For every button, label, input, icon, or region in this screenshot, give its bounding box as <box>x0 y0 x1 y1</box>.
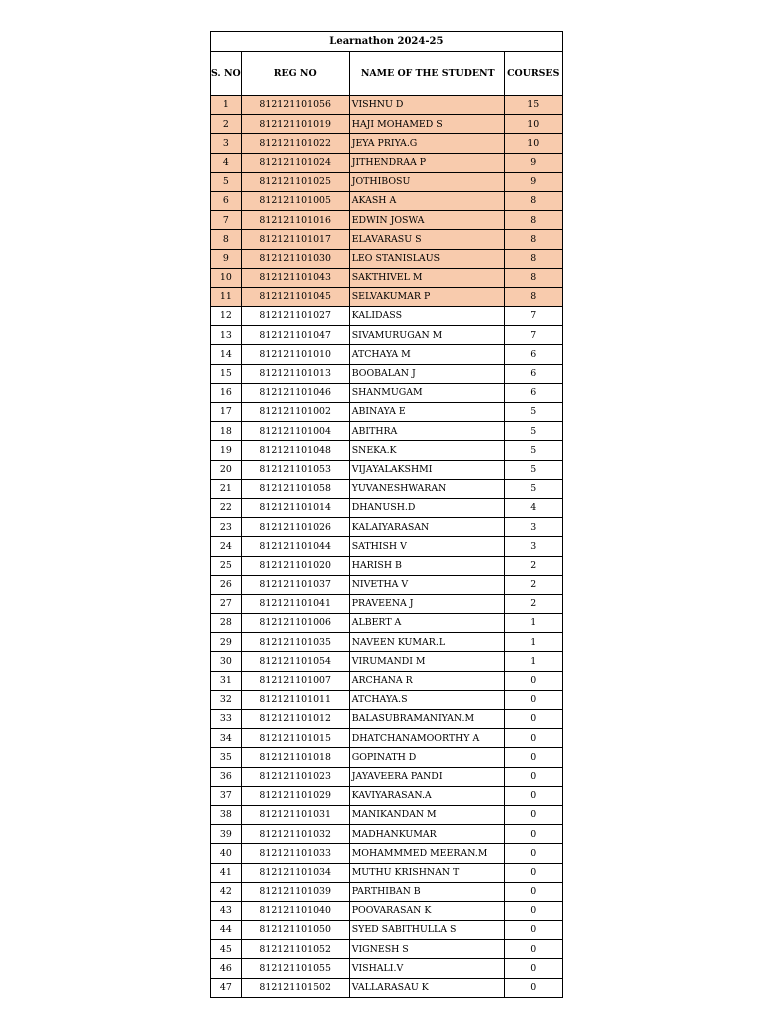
table-row <box>211 326 563 345</box>
table-row <box>211 940 563 959</box>
cell-sno: 3 <box>211 134 242 153</box>
cell-courses: 0 <box>504 844 562 863</box>
cell-reg-no: 812121101017 <box>241 230 349 249</box>
cell-reg-no: 812121101043 <box>241 268 349 287</box>
table-row <box>211 479 563 498</box>
cell-reg-no: 812121101048 <box>241 441 349 460</box>
cell-reg-no: 812121101015 <box>241 729 349 748</box>
cell-courses: 8 <box>504 191 562 210</box>
table-row <box>211 403 563 422</box>
cell-student-name: POOVARASAN K <box>349 901 504 920</box>
table-row <box>211 460 563 479</box>
cell-sno: 45 <box>211 940 242 959</box>
cell-student-name: ABINAYA E <box>349 403 504 422</box>
table-row <box>211 690 563 709</box>
cell-courses: 5 <box>504 422 562 441</box>
header-reg-no: REG NO <box>241 52 349 96</box>
cell-reg-no: 812121101023 <box>241 767 349 786</box>
cell-sno: 2 <box>211 115 242 134</box>
cell-sno: 35 <box>211 748 242 767</box>
table-row <box>211 614 563 633</box>
table-row <box>211 594 563 613</box>
table-row <box>211 748 563 767</box>
table-row <box>211 882 563 901</box>
cell-sno: 12 <box>211 307 242 326</box>
table-title: Learnathon 2024-25 <box>211 32 563 52</box>
table-row <box>211 537 563 556</box>
cell-reg-no: 812121101035 <box>241 633 349 652</box>
cell-courses: 7 <box>504 326 562 345</box>
table-row <box>211 172 563 191</box>
cell-student-name: SYED SABITHULLA S <box>349 921 504 940</box>
table-row <box>211 383 563 402</box>
cell-student-name: JEYA PRIYA.G <box>349 134 504 153</box>
cell-reg-no: 812121101010 <box>241 345 349 364</box>
cell-reg-no: 812121101502 <box>241 978 349 997</box>
table-row <box>211 825 563 844</box>
cell-student-name: PRAVEENA J <box>349 594 504 613</box>
cell-courses: 2 <box>504 594 562 613</box>
cell-sno: 32 <box>211 690 242 709</box>
cell-sno: 7 <box>211 211 242 230</box>
table-row <box>211 767 563 786</box>
table-row <box>211 307 563 326</box>
cell-student-name: HARISH B <box>349 556 504 575</box>
cell-reg-no: 812121101053 <box>241 460 349 479</box>
cell-student-name: DHANUSH.D <box>349 498 504 517</box>
cell-sno: 24 <box>211 537 242 556</box>
cell-student-name: VIJAYALAKSHMI <box>349 460 504 479</box>
cell-courses: 8 <box>504 287 562 306</box>
table-row <box>211 959 563 978</box>
cell-courses: 0 <box>504 729 562 748</box>
cell-sno: 15 <box>211 364 242 383</box>
cell-reg-no: 812121101033 <box>241 844 349 863</box>
cell-sno: 40 <box>211 844 242 863</box>
cell-courses: 3 <box>504 537 562 556</box>
table-row <box>211 498 563 517</box>
table-row <box>211 153 563 172</box>
cell-sno: 43 <box>211 901 242 920</box>
cell-courses: 0 <box>504 863 562 882</box>
cell-student-name: VIRUMANDI M <box>349 652 504 671</box>
cell-courses: 8 <box>504 249 562 268</box>
cell-student-name: MUTHU KRISHNAN T <box>349 863 504 882</box>
cell-sno: 31 <box>211 671 242 690</box>
cell-reg-no: 812121101027 <box>241 307 349 326</box>
table-row <box>211 441 563 460</box>
cell-reg-no: 812121101026 <box>241 518 349 537</box>
cell-courses: 4 <box>504 498 562 517</box>
learnathon-table <box>210 31 563 998</box>
cell-courses: 0 <box>504 710 562 729</box>
cell-courses: 9 <box>504 172 562 191</box>
cell-student-name: AKASH A <box>349 191 504 210</box>
cell-student-name: NIVETHA V <box>349 575 504 594</box>
cell-sno: 47 <box>211 978 242 997</box>
cell-reg-no: 812121101045 <box>241 287 349 306</box>
cell-courses: 2 <box>504 575 562 594</box>
cell-courses: 9 <box>504 153 562 172</box>
cell-sno: 33 <box>211 710 242 729</box>
cell-student-name: SIVAMURUGAN M <box>349 326 504 345</box>
table-row <box>211 287 563 306</box>
cell-reg-no: 812121101047 <box>241 326 349 345</box>
cell-reg-no: 812121101022 <box>241 134 349 153</box>
cell-courses: 0 <box>504 959 562 978</box>
header-sno: S. NO <box>211 52 242 96</box>
cell-sno: 42 <box>211 882 242 901</box>
cell-courses: 8 <box>504 268 562 287</box>
cell-student-name: VISHALI.V <box>349 959 504 978</box>
cell-reg-no: 812121101025 <box>241 172 349 191</box>
cell-sno: 41 <box>211 863 242 882</box>
cell-student-name: DHATCHANAMOORTHY A <box>349 729 504 748</box>
table-row <box>211 364 563 383</box>
table-row <box>211 921 563 940</box>
cell-reg-no: 812121101024 <box>241 153 349 172</box>
title-row <box>211 32 563 52</box>
cell-reg-no: 812121101013 <box>241 364 349 383</box>
cell-reg-no: 812121101019 <box>241 115 349 134</box>
table-row <box>211 249 563 268</box>
cell-student-name: ATCHAYA.S <box>349 690 504 709</box>
cell-courses: 5 <box>504 441 562 460</box>
cell-reg-no: 812121101029 <box>241 786 349 805</box>
cell-courses: 1 <box>504 633 562 652</box>
cell-student-name: SHANMUGAM <box>349 383 504 402</box>
cell-courses: 10 <box>504 115 562 134</box>
cell-reg-no: 812121101030 <box>241 249 349 268</box>
cell-courses: 6 <box>504 345 562 364</box>
cell-sno: 4 <box>211 153 242 172</box>
table-row <box>211 710 563 729</box>
cell-student-name: YUVANESHWARAN <box>349 479 504 498</box>
table-row <box>211 863 563 882</box>
header-courses: COURSES <box>504 52 562 96</box>
cell-courses: 5 <box>504 479 562 498</box>
cell-courses: 7 <box>504 307 562 326</box>
table-row <box>211 518 563 537</box>
table-row <box>211 134 563 153</box>
cell-student-name: SATHISH V <box>349 537 504 556</box>
cell-courses: 0 <box>504 767 562 786</box>
cell-courses: 1 <box>504 614 562 633</box>
cell-student-name: VISHNU D <box>349 96 504 115</box>
cell-student-name: MOHAMMMED MEERAN.M <box>349 844 504 863</box>
cell-sno: 26 <box>211 575 242 594</box>
cell-student-name: SAKTHIVEL M <box>349 268 504 287</box>
cell-courses: 0 <box>504 786 562 805</box>
cell-reg-no: 812121101005 <box>241 191 349 210</box>
cell-reg-no: 812121101006 <box>241 614 349 633</box>
cell-reg-no: 812121101004 <box>241 422 349 441</box>
cell-courses: 0 <box>504 805 562 824</box>
header-row <box>211 52 563 96</box>
cell-student-name: NAVEEN KUMAR.L <box>349 633 504 652</box>
cell-sno: 30 <box>211 652 242 671</box>
cell-courses: 6 <box>504 364 562 383</box>
table-row <box>211 805 563 824</box>
cell-student-name: EDWIN JOSWA <box>349 211 504 230</box>
cell-student-name: VALLARASAU K <box>349 978 504 997</box>
cell-student-name: SNEKA.K <box>349 441 504 460</box>
cell-sno: 37 <box>211 786 242 805</box>
cell-courses: 0 <box>504 978 562 997</box>
cell-student-name: ABITHRA <box>349 422 504 441</box>
cell-student-name: JOTHIBOSU <box>349 172 504 191</box>
table-row <box>211 901 563 920</box>
cell-reg-no: 812121101012 <box>241 710 349 729</box>
cell-reg-no: 812121101056 <box>241 96 349 115</box>
cell-sno: 44 <box>211 921 242 940</box>
table-row <box>211 978 563 997</box>
cell-reg-no: 812121101044 <box>241 537 349 556</box>
cell-reg-no: 812121101054 <box>241 652 349 671</box>
cell-courses: 0 <box>504 825 562 844</box>
cell-student-name: MANIKANDAN M <box>349 805 504 824</box>
cell-sno: 38 <box>211 805 242 824</box>
cell-courses: 6 <box>504 383 562 402</box>
table-row <box>211 652 563 671</box>
cell-courses: 15 <box>504 96 562 115</box>
cell-student-name: VIGNESH S <box>349 940 504 959</box>
cell-courses: 10 <box>504 134 562 153</box>
cell-reg-no: 812121101040 <box>241 901 349 920</box>
table-row <box>211 191 563 210</box>
cell-reg-no: 812121101034 <box>241 863 349 882</box>
cell-sno: 28 <box>211 614 242 633</box>
cell-student-name: BALASUBRAMANIYAN.M <box>349 710 504 729</box>
cell-reg-no: 812121101039 <box>241 882 349 901</box>
cell-reg-no: 812121101052 <box>241 940 349 959</box>
cell-sno: 19 <box>211 441 242 460</box>
cell-courses: 5 <box>504 460 562 479</box>
table-row <box>211 422 563 441</box>
table-row <box>211 844 563 863</box>
cell-sno: 17 <box>211 403 242 422</box>
cell-sno: 29 <box>211 633 242 652</box>
cell-sno: 36 <box>211 767 242 786</box>
header-student-name: NAME OF THE STUDENT <box>349 52 504 96</box>
table-row <box>211 115 563 134</box>
cell-reg-no: 812121101016 <box>241 211 349 230</box>
cell-student-name: ATCHAYA M <box>349 345 504 364</box>
table-row <box>211 575 563 594</box>
table-row <box>211 230 563 249</box>
cell-reg-no: 812121101058 <box>241 479 349 498</box>
cell-courses: 0 <box>504 921 562 940</box>
cell-reg-no: 812121101050 <box>241 921 349 940</box>
cell-sno: 27 <box>211 594 242 613</box>
table-row <box>211 211 563 230</box>
cell-sno: 8 <box>211 230 242 249</box>
table-row <box>211 268 563 287</box>
table-body <box>211 96 563 998</box>
cell-student-name: SELVAKUMAR P <box>349 287 504 306</box>
cell-sno: 18 <box>211 422 242 441</box>
cell-reg-no: 812121101007 <box>241 671 349 690</box>
cell-sno: 10 <box>211 268 242 287</box>
cell-courses: 8 <box>504 211 562 230</box>
cell-student-name: PARTHIBAN B <box>349 882 504 901</box>
cell-sno: 9 <box>211 249 242 268</box>
cell-student-name: KAVIYARASAN.A <box>349 786 504 805</box>
table-row <box>211 96 563 115</box>
cell-reg-no: 812121101002 <box>241 403 349 422</box>
table-row <box>211 345 563 364</box>
cell-sno: 5 <box>211 172 242 191</box>
cell-courses: 3 <box>504 518 562 537</box>
cell-reg-no: 812121101018 <box>241 748 349 767</box>
cell-sno: 25 <box>211 556 242 575</box>
cell-courses: 0 <box>504 882 562 901</box>
table-row <box>211 786 563 805</box>
cell-courses: 0 <box>504 901 562 920</box>
table-row <box>211 556 563 575</box>
cell-sno: 16 <box>211 383 242 402</box>
cell-sno: 11 <box>211 287 242 306</box>
cell-sno: 23 <box>211 518 242 537</box>
table-row <box>211 633 563 652</box>
cell-reg-no: 812121101032 <box>241 825 349 844</box>
cell-sno: 6 <box>211 191 242 210</box>
cell-student-name: JITHENDRAA P <box>349 153 504 172</box>
cell-sno: 13 <box>211 326 242 345</box>
cell-student-name: HAJI MOHAMED S <box>349 115 504 134</box>
cell-student-name: BOOBALAN J <box>349 364 504 383</box>
cell-courses: 5 <box>504 403 562 422</box>
cell-reg-no: 812121101041 <box>241 594 349 613</box>
cell-student-name: GOPINATH D <box>349 748 504 767</box>
cell-sno: 22 <box>211 498 242 517</box>
cell-student-name: LEO STANISLAUS <box>349 249 504 268</box>
cell-student-name: JAYAVEERA PANDI <box>349 767 504 786</box>
cell-reg-no: 812121101020 <box>241 556 349 575</box>
cell-sno: 39 <box>211 825 242 844</box>
cell-sno: 14 <box>211 345 242 364</box>
cell-sno: 20 <box>211 460 242 479</box>
cell-student-name: ARCHANA R <box>349 671 504 690</box>
table-row <box>211 729 563 748</box>
cell-student-name: ALBERT A <box>349 614 504 633</box>
cell-courses: 0 <box>504 671 562 690</box>
cell-reg-no: 812121101037 <box>241 575 349 594</box>
cell-courses: 1 <box>504 652 562 671</box>
table-row <box>211 671 563 690</box>
cell-student-name: KALIDASS <box>349 307 504 326</box>
cell-reg-no: 812121101011 <box>241 690 349 709</box>
cell-courses: 0 <box>504 690 562 709</box>
cell-student-name: MADHANKUMAR <box>349 825 504 844</box>
cell-courses: 0 <box>504 748 562 767</box>
cell-reg-no: 812121101031 <box>241 805 349 824</box>
cell-courses: 8 <box>504 230 562 249</box>
cell-sno: 21 <box>211 479 242 498</box>
cell-courses: 2 <box>504 556 562 575</box>
cell-sno: 1 <box>211 96 242 115</box>
cell-courses: 0 <box>504 940 562 959</box>
cell-student-name: ELAVARASU S <box>349 230 504 249</box>
cell-reg-no: 812121101055 <box>241 959 349 978</box>
cell-reg-no: 812121101014 <box>241 498 349 517</box>
cell-sno: 46 <box>211 959 242 978</box>
cell-sno: 34 <box>211 729 242 748</box>
cell-reg-no: 812121101046 <box>241 383 349 402</box>
cell-student-name: KALAIYARASAN <box>349 518 504 537</box>
